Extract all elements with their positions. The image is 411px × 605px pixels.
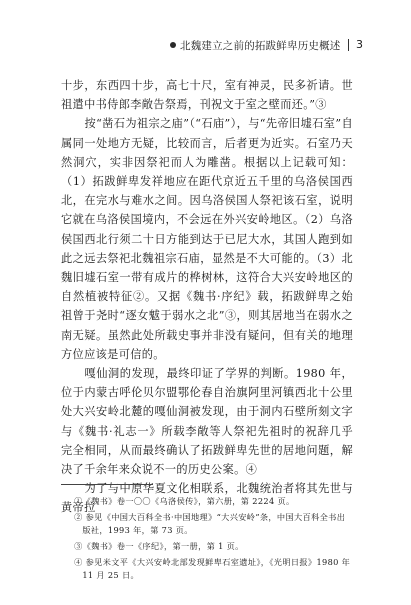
footnotes bbox=[61, 495, 353, 585]
footnote: ③《魏书》卷一《序纪》，第一册，第 1 页。 bbox=[74, 541, 244, 551]
running-header bbox=[0, 38, 411, 54]
paragraph: 嘎仙洞的发现，最终印证了学界的判断。1980 年，位于内蒙古呼伦贝尔盟鄂伦春自治旗阿里河镇西北十公里处大兴安岭北麓的嘎仙洞被发现，由于洞内石壁所刻文字与《魏书·礼志一》所载李敞等人祭祀先祖时的祝辞几乎完全相同，从而最终确认了拓跋鲜卑先世的居地问题，解决了千余年来众说不一的历史公案。④ bbox=[61, 367, 353, 477]
body-text bbox=[61, 76, 353, 518]
paragraph: 按“凿石为祖宗之庙”（“石庙”），与“先帝旧墟石室”自属同一处地方无疑，比较而言，后者更为近实。石室乃天然洞穴，实非因祭祀而人为雕凿。根据以上记载可知：（1）拓跋鲜卑发祥地应在距代京近五千里的乌洛侯国西北，在完水与难水之间。因乌洛侯国人祭祀该石室，说明它就在乌洛侯国境内，不会远在外兴安岭地区。（2）乌洛侯国西北行须二十日方能到达于已尼大水，其国人跑到如此之远去祭祀北魏祖宗石庙，显然是不大可能的。（3）北魏旧墟石室一带有成片的桦树林，这符合大兴安岭地区的自然植被特征②。又据《魏书·序纪》载，拓跋鲜卑之始祖曾于尧时“逐女魃于弱水之北”③，则其居地当在弱水之南无疑。虽然此处所载史事并非没有疑问，但有关的地理方位应该是可信的。 bbox=[61, 117, 353, 361]
footnote-divider bbox=[61, 484, 153, 485]
paragraph: 为了与中原华夏文化相联系，北魏统治者将其先世与黄帝拉 bbox=[61, 482, 353, 515]
footnote: ② 参见《中国大百科全书·中国地理》“大兴安岭”条，中国大百科全书出版社，1993 年，第 73 页。 bbox=[74, 512, 346, 535]
footnote: ④ 参见米文平《大兴安岭北部发现鲜卑石室遗址》，《光明日报》1980 年 11 月 25 日。 bbox=[74, 557, 351, 580]
page-number: 3 bbox=[356, 38, 363, 51]
bullet-icon bbox=[170, 42, 176, 48]
footnote: ①《魏书》卷一〇〇《乌洛侯传》，第六册，第 2224 页。 bbox=[74, 496, 295, 506]
header-divider bbox=[348, 39, 349, 51]
running-header-title: 北魏建立之前的拓跋鲜卑历史概述 bbox=[180, 40, 341, 52]
paragraph: 十步，东西四十步，高七十尺，室有神灵，民多祈请。世祖遣中书侍郎李敞告祭焉，刊祝文于室之壁而还。”③ bbox=[61, 79, 353, 112]
